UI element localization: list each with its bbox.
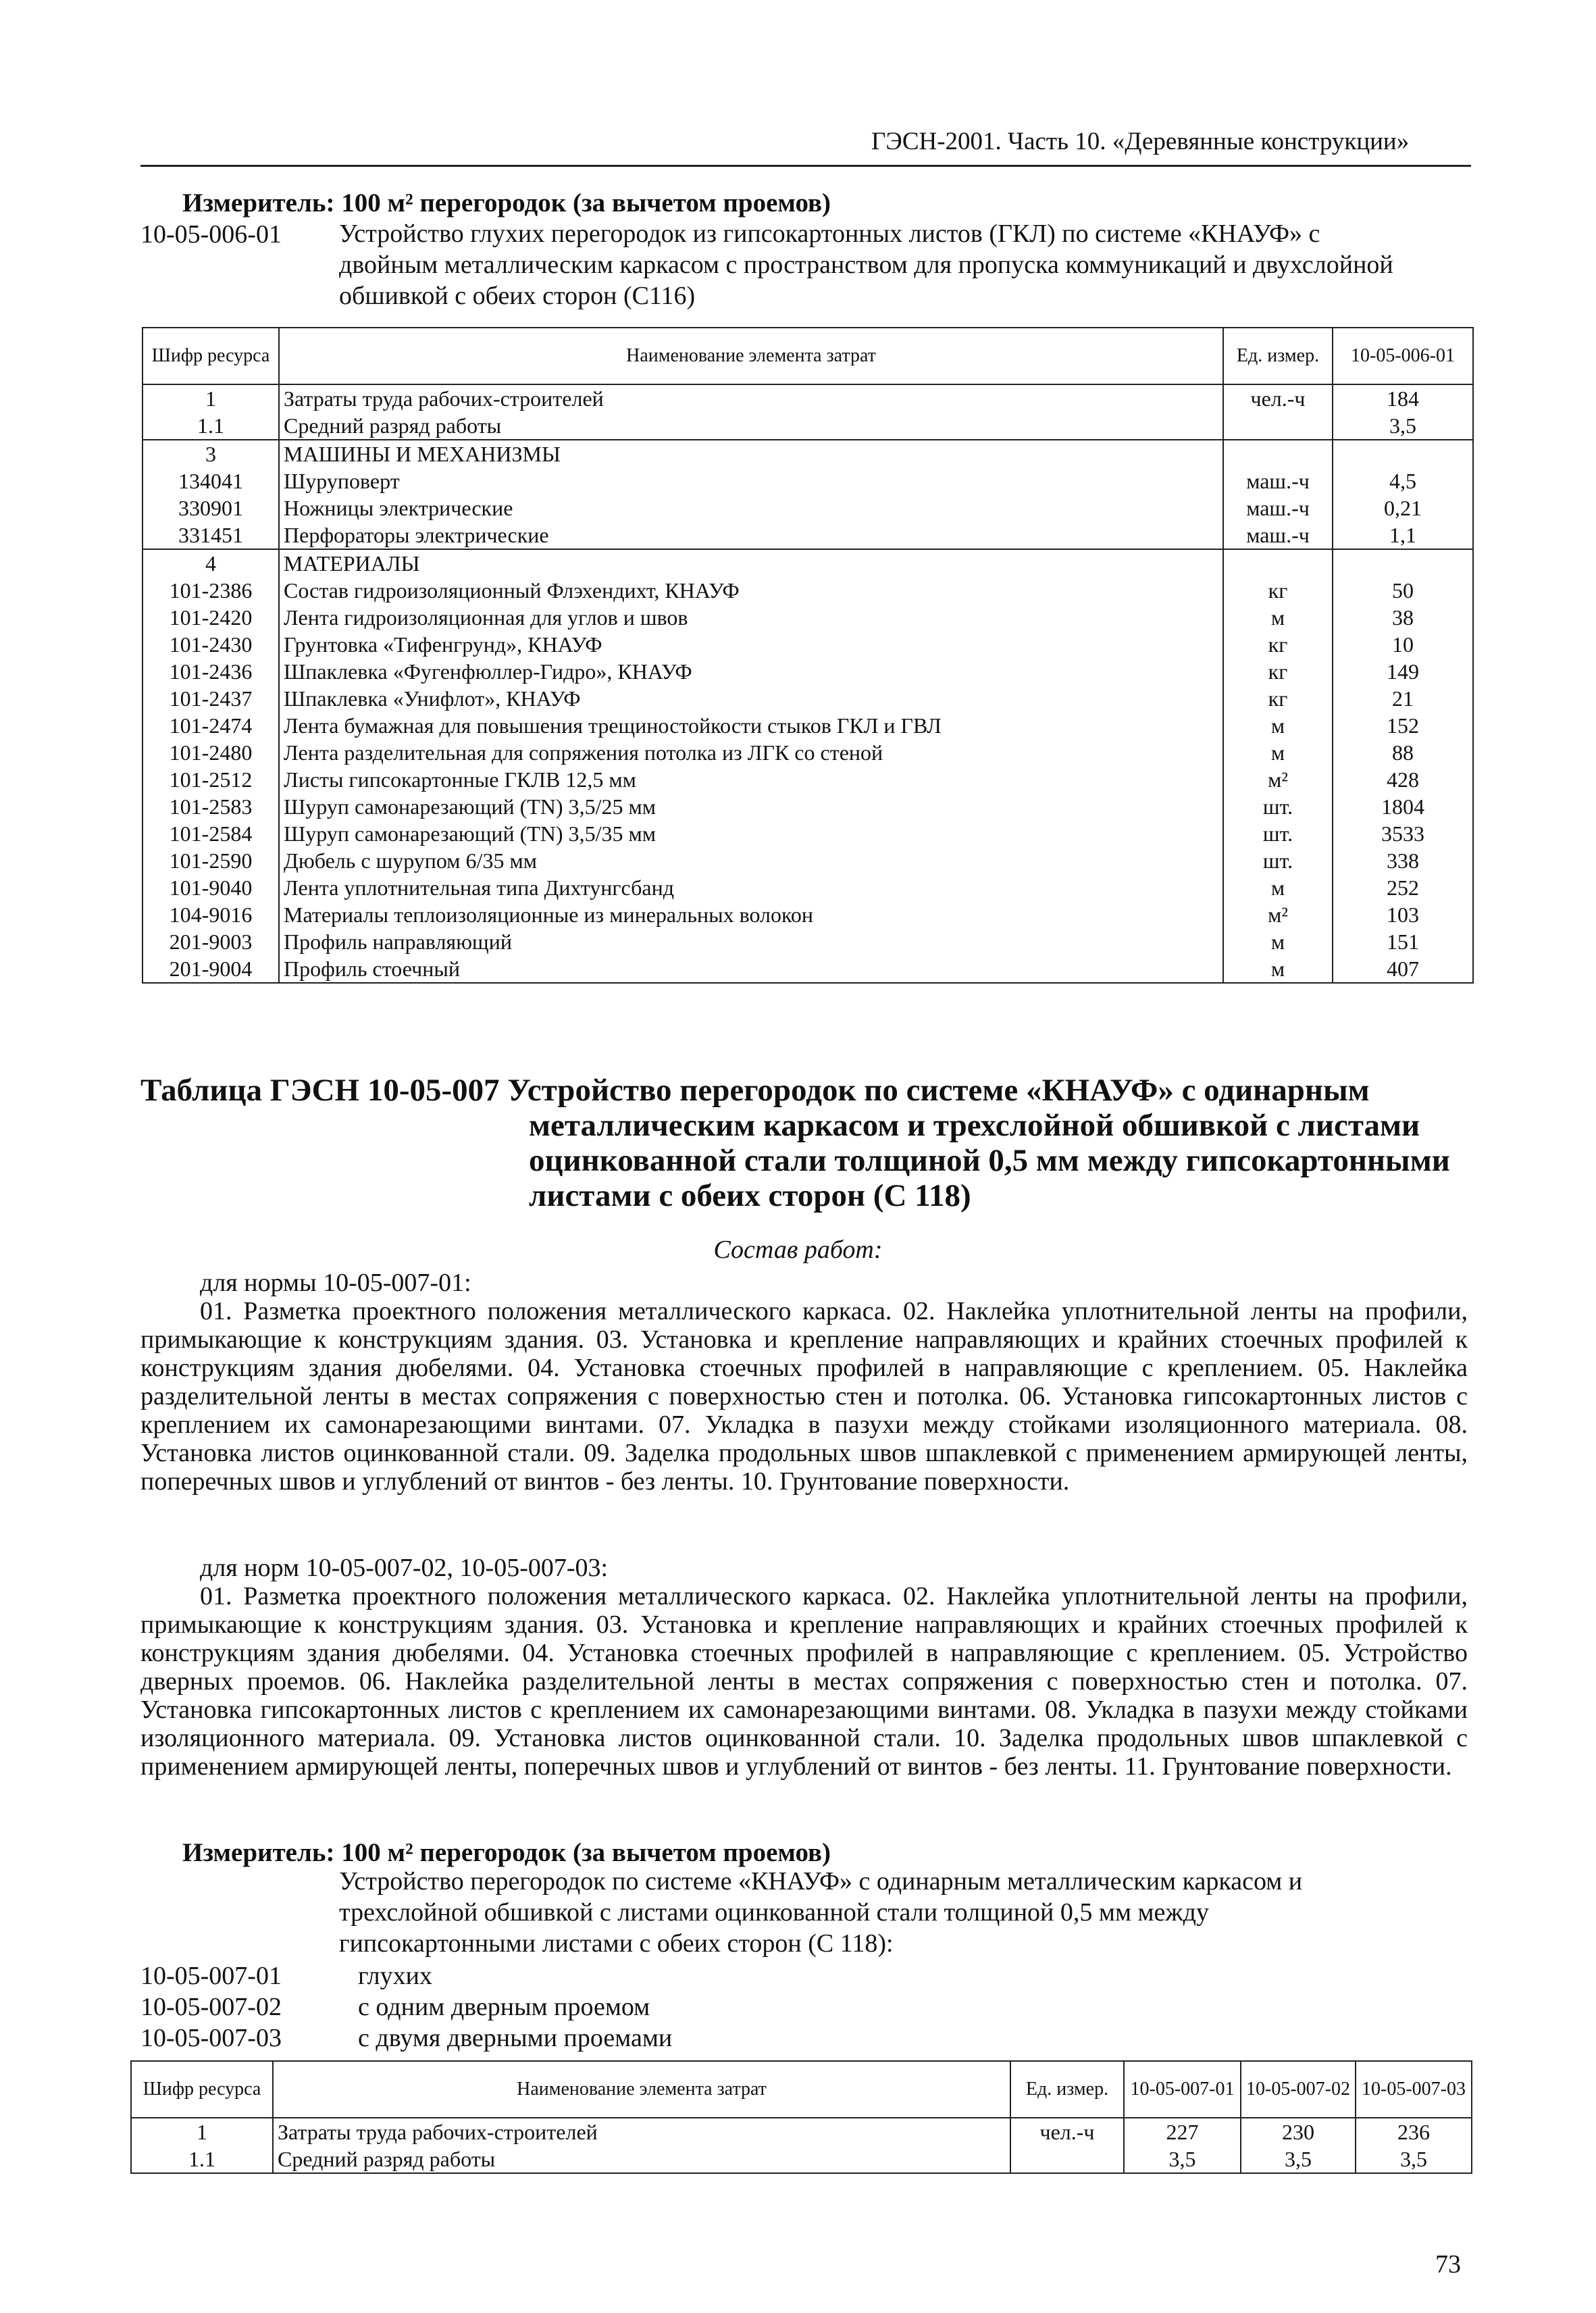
cell-value: 3,5	[1241, 2145, 1356, 2173]
measurer-line-1: Измеритель: 100 м² перегородок (за вычетом проемов)	[182, 188, 831, 218]
cell-value	[1333, 549, 1473, 577]
table-title	[140, 1073, 1471, 1213]
table-row	[143, 793, 1473, 820]
cell-code: 330901	[143, 494, 279, 522]
cell-code: 101-2437	[143, 685, 279, 712]
cell-unit	[1223, 412, 1333, 440]
cell-code: 101-2584	[143, 820, 279, 847]
variant-label-2: с одним дверным проемом	[358, 1993, 650, 2021]
cell-value: 230	[1241, 2118, 1356, 2145]
resource-table-2	[130, 2060, 1472, 2174]
cell-code: 101-2474	[143, 712, 279, 739]
cell-name: Затраты труда рабочих-строителей	[273, 2118, 1010, 2145]
cell-unit: шт.	[1223, 820, 1333, 847]
cell-value: 236	[1356, 2118, 1472, 2145]
table-row	[143, 631, 1473, 658]
table-row	[143, 901, 1473, 928]
cell-name: Перфораторы электрические	[279, 522, 1223, 549]
col-header-norm-3: 10-05-007-03	[1356, 2061, 1472, 2118]
norm2-works-text: 01. Разметка проектного положения металлического каркаса. 02. Наклейка уплотнительной ленты на профили, примыкающие к конструкциям здания. 03. Установка и крепление направляющих и крайних стоечных профилей к конструкциям здания дюбелями. 04. Установка стоечных профилей в направляющие с креплением. 05. Устройство дверных проемов. 06. Наклейка разделительной ленты в местах сопряжения с поверхностью стен и потолка. 07. Установка гипсокартонных листов с креплением их самонарезающими винтами. 08. Укладка в пазухи между стойками изоляционного материала. 09. Установка листов оцинкованной стали. 10. Заделка продольных швов шпаклевкой с применением армирующей ленты, поперечных швов и углублений от винтов - без ленты. 11. Грунтование поверхности.	[140, 1582, 1468, 1781]
table-row	[143, 440, 1473, 467]
running-header: ГЭСН-2001. Часть 10. «Деревянные конструкции»	[871, 128, 1410, 155]
cell-name: Лента бумажная для повышения трещиностойкости стыков ГКЛ и ГВЛ	[279, 712, 1223, 739]
cell-value: 252	[1333, 874, 1473, 901]
cell-value: 0,21	[1333, 494, 1473, 522]
page-number: 73	[1435, 2250, 1461, 2279]
cell-value: 407	[1333, 955, 1473, 983]
cell-code: 134041	[143, 467, 279, 494]
table-row	[143, 384, 1473, 412]
cell-code: 101-2430	[143, 631, 279, 658]
cell-unit: м	[1223, 928, 1333, 955]
cell-code: 3	[143, 440, 279, 467]
cell-unit: м	[1223, 604, 1333, 631]
cell-name: Лента разделительная для сопряжения потолка из ЛГК со стеной	[279, 739, 1223, 766]
cell-unit: шт.	[1223, 847, 1333, 874]
cell-code: 101-2436	[143, 658, 279, 685]
header-divider	[140, 165, 1471, 167]
norm2-label: для норм 10-05-007-02, 10-05-007-03:	[200, 1554, 609, 1582]
cell-value: 428	[1333, 766, 1473, 793]
cell-unit	[1223, 549, 1333, 577]
cell-code: 101-2583	[143, 793, 279, 820]
cell-value: 10	[1333, 631, 1473, 658]
cell-code: 101-2420	[143, 604, 279, 631]
col-header-unit: Ед. измер.	[1010, 2061, 1124, 2118]
table-row	[131, 2145, 1472, 2173]
cell-code: 104-9016	[143, 901, 279, 928]
table-title-rest: металлическим каркасом и трехслойной обшивкой с листами оцинкованной стали толщиной 0,5 мм между гипсокартонными листами с обеих сторон (С 118)	[529, 1108, 1450, 1213]
cell-name: Средний разряд работы	[273, 2145, 1010, 2173]
cell-unit: маш.-ч	[1223, 494, 1333, 522]
cell-code: 4	[143, 549, 279, 577]
cell-name: Листы гипсокартонные ГКЛВ 12,5 мм	[279, 766, 1223, 793]
cell-value: 3,5	[1333, 412, 1473, 440]
cell-value: 338	[1333, 847, 1473, 874]
table-row	[143, 766, 1473, 793]
table-row	[143, 412, 1473, 440]
cell-unit: м	[1223, 739, 1333, 766]
table-row	[143, 874, 1473, 901]
col-header-norm: 10-05-006-01	[1333, 328, 1473, 384]
cell-name: Материалы теплоизоляционные из минеральных волокон	[279, 901, 1223, 928]
cell-name: Лента уплотнительная типа Дихтунгсбанд	[279, 874, 1223, 901]
variant-code-3: 10-05-007-03	[140, 2024, 282, 2052]
table-row	[143, 847, 1473, 874]
table-row	[143, 928, 1473, 955]
cell-value: 184	[1333, 384, 1473, 412]
cell-name: Дюбель с шурупом 6/35 мм	[279, 847, 1223, 874]
cell-unit: кг	[1223, 685, 1333, 712]
cell-code: 1.1	[131, 2145, 273, 2173]
norm-description-2: Устройство перегородок по системе «КНАУФ» с одинарным металлическим каркасом и трехслойной обшивкой с листами оцинкованной стали толщиной 0,5 мм между гипсокартонными листами с обеих сторон (С 118):	[339, 1867, 1303, 1958]
table-row	[143, 467, 1473, 494]
measurer-line-2: Измеритель: 100 м² перегородок (за вычетом проемов)	[182, 1838, 831, 1867]
cell-unit: кг	[1223, 658, 1333, 685]
table-row	[143, 820, 1473, 847]
cell-name: Профиль стоечный	[279, 955, 1223, 983]
variant-code-2: 10-05-007-02	[140, 1993, 282, 2021]
cell-value: 50	[1333, 577, 1473, 604]
cell-value: 1804	[1333, 793, 1473, 820]
table-row	[131, 2118, 1472, 2145]
col-header-unit: Ед. измер.	[1223, 328, 1333, 384]
cell-code: 101-2512	[143, 766, 279, 793]
cell-name: МАТЕРИАЛЫ	[279, 549, 1223, 577]
col-header-norm-2: 10-05-007-02	[1241, 2061, 1356, 2118]
table-row	[143, 658, 1473, 685]
cell-code: 201-9003	[143, 928, 279, 955]
cell-name: Шпаклевка «Фугенфюллер-Гидро», КНАУФ	[279, 658, 1223, 685]
table-row	[143, 494, 1473, 522]
table-row	[143, 577, 1473, 604]
cell-unit: м²	[1223, 901, 1333, 928]
cell-unit: чел.-ч	[1223, 384, 1333, 412]
cell-unit: м	[1223, 712, 1333, 739]
cell-name: Лента гидроизоляционная для углов и швов	[279, 604, 1223, 631]
cell-name: Профиль направляющий	[279, 928, 1223, 955]
cell-value: 227	[1124, 2118, 1241, 2145]
table-row	[143, 685, 1473, 712]
cell-value: 88	[1333, 739, 1473, 766]
norm1-works-text: 01. Разметка проектного положения металлического каркаса. 02. Наклейка уплотнительной ленты на профили, примыкающие к конструкциям здания. 03. Установка и крепление направляющих и крайних стоечных профилей к конструкциям здания дюбелями. 04. Установка стоечных профилей в направляющие с креплением. 05. Наклейка разделительной ленты в местах сопряжения с поверхностью стен и потолка. 06. Установка гипсокартонных листов с креплением их самонарезающими винтами. 07. Укладка в пазухи между стойками изоляционного материала. 08. Установка листов оцинкованной стали. 09. Заделка продольных швов шпаклевкой с применением армирующей ленты, поперечных швов и углублений от винтов - без ленты. 10. Грунтование поверхности.	[140, 1297, 1468, 1496]
cell-name: Шпаклевка «Унифлот», КНАУФ	[279, 685, 1223, 712]
cell-code: 1	[131, 2118, 273, 2145]
cell-value: 151	[1333, 928, 1473, 955]
table-row	[143, 522, 1473, 549]
cell-unit: маш.-ч	[1223, 467, 1333, 494]
cell-name: Ножницы электрические	[279, 494, 1223, 522]
table-row	[143, 955, 1473, 983]
cell-unit: шт.	[1223, 793, 1333, 820]
cell-value: 38	[1333, 604, 1473, 631]
col-header-code: Шифр ресурса	[131, 2061, 273, 2118]
resource-table-1	[142, 327, 1474, 984]
col-header-norm-1: 10-05-007-01	[1124, 2061, 1241, 2118]
cell-unit: чел.-ч	[1010, 2118, 1124, 2145]
cell-value: 3,5	[1356, 2145, 1472, 2173]
cell-unit: кг	[1223, 631, 1333, 658]
cell-code: 1.1	[143, 412, 279, 440]
norm-description-1: Устройство глухих перегородок из гипсокартонных листов (ГКЛ) по системе «КНАУФ» с двойным металлическим каркасом с пространством для пропуска коммуникаций и двухслойной обшивкой с обеих сторон (С116)	[339, 220, 1393, 310]
table-title-lead: Таблица ГЭСН 10-05-007 Устройство перегородок по системе «КНАУФ» с одинарным	[140, 1073, 1370, 1108]
cell-unit	[1010, 2145, 1124, 2173]
cell-unit: кг	[1223, 577, 1333, 604]
norm-code-1: 10-05-006-01	[140, 220, 282, 249]
cell-value: 4,5	[1333, 467, 1473, 494]
cell-code: 101-9040	[143, 874, 279, 901]
resource-table-1-body	[143, 384, 1473, 983]
cell-name: Шуруп самонарезающий (TN) 3,5/25 мм	[279, 793, 1223, 820]
cell-unit: м	[1223, 955, 1333, 983]
col-header-name: Наименование элемента затрат	[273, 2061, 1010, 2118]
cell-name: МАШИНЫ И МЕХАНИЗМЫ	[279, 440, 1223, 467]
cell-value: 149	[1333, 658, 1473, 685]
cell-code: 1	[143, 384, 279, 412]
table-row	[143, 549, 1473, 577]
variant-label-1: глухих	[358, 1962, 432, 1990]
cell-value: 3,5	[1124, 2145, 1241, 2173]
cell-name: Шуруп самонарезающий (TN) 3,5/35 мм	[279, 820, 1223, 847]
cell-unit: м²	[1223, 766, 1333, 793]
table-row	[143, 739, 1473, 766]
cell-code: 101-2590	[143, 847, 279, 874]
cell-value: 21	[1333, 685, 1473, 712]
cell-value: 1,1	[1333, 522, 1473, 549]
cell-unit	[1223, 440, 1333, 467]
norm1-label: для нормы 10-05-007-01:	[200, 1269, 471, 1297]
table-row	[143, 604, 1473, 631]
table-row	[143, 712, 1473, 739]
cell-name: Грунтовка «Тифенгрунд», КНАУФ	[279, 631, 1223, 658]
cell-code: 331451	[143, 522, 279, 549]
cell-unit: м	[1223, 874, 1333, 901]
cell-value	[1333, 440, 1473, 467]
cell-code: 101-2480	[143, 739, 279, 766]
cell-unit: маш.-ч	[1223, 522, 1333, 549]
cell-name: Шуруповерт	[279, 467, 1223, 494]
col-header-code: Шифр ресурса	[143, 328, 279, 384]
works-heading: Состав работ:	[713, 1236, 883, 1264]
cell-name: Затраты труда рабочих-строителей	[279, 384, 1223, 412]
cell-value: 103	[1333, 901, 1473, 928]
cell-name: Состав гидроизоляционный Флэхендихт, КНАУФ	[279, 577, 1223, 604]
variant-label-3: с двумя дверными проемами	[358, 2024, 673, 2052]
cell-name: Средний разряд работы	[279, 412, 1223, 440]
cell-value: 152	[1333, 712, 1473, 739]
cell-value: 3533	[1333, 820, 1473, 847]
cell-code: 101-2386	[143, 577, 279, 604]
cell-code: 201-9004	[143, 955, 279, 983]
col-header-name: Наименование элемента затрат	[279, 328, 1223, 384]
variant-code-1: 10-05-007-01	[140, 1962, 282, 1990]
